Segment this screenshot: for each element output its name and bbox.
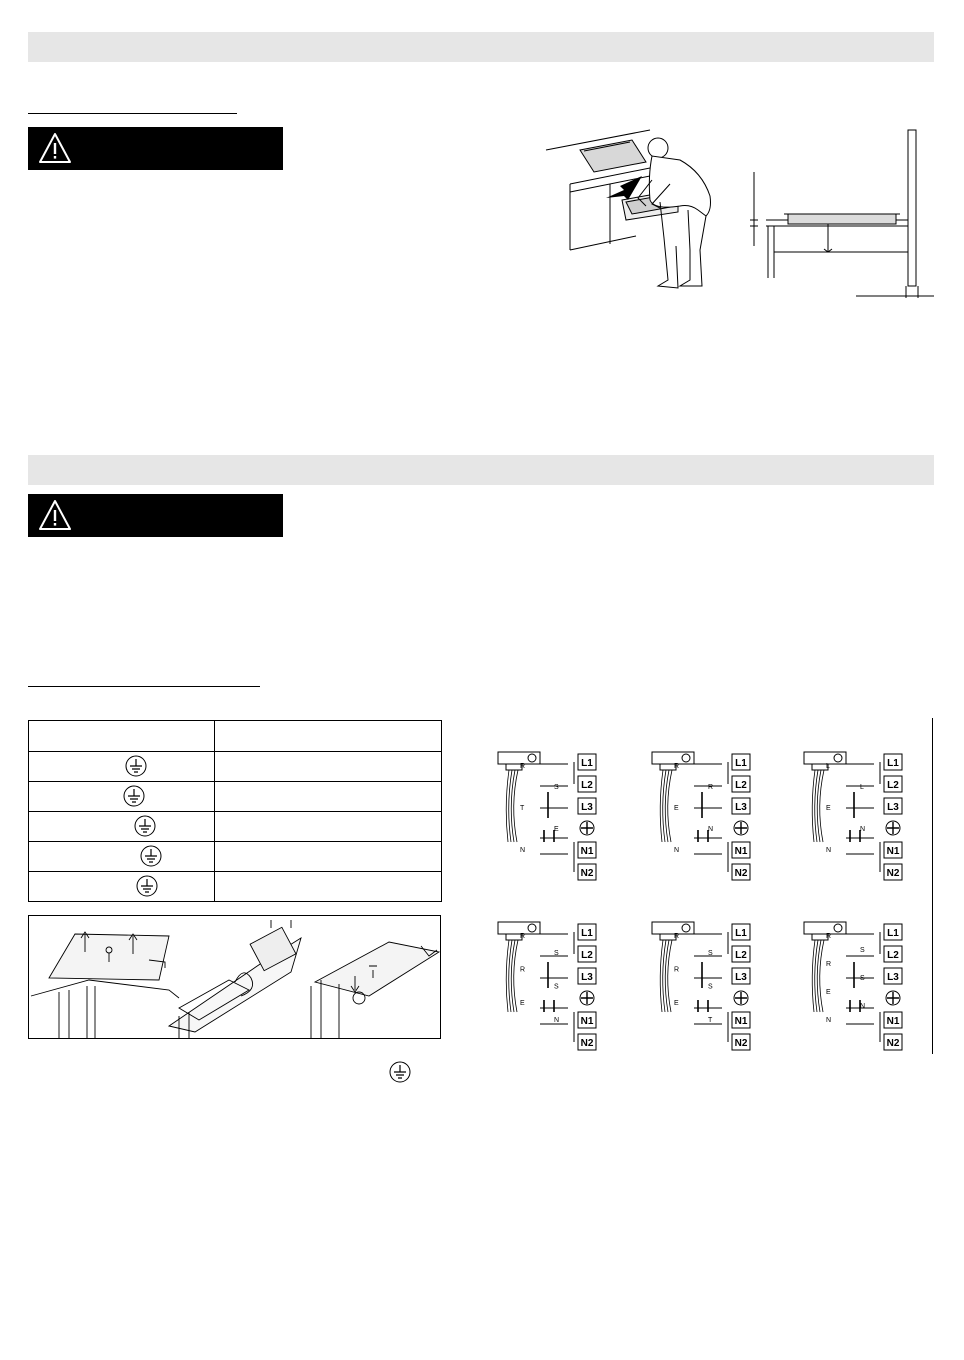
wiring-diagram bbox=[650, 916, 760, 1056]
wire bbox=[817, 940, 821, 1012]
table-cell bbox=[215, 752, 442, 782]
wire-label: E bbox=[674, 805, 679, 812]
wire bbox=[514, 770, 518, 842]
terminal-label: L3 bbox=[735, 802, 747, 813]
wire bbox=[511, 940, 515, 1012]
table-cell bbox=[215, 872, 442, 902]
warning-banner bbox=[28, 127, 283, 170]
wire bbox=[820, 770, 824, 842]
wire-label: S bbox=[860, 975, 865, 982]
subheading-underline bbox=[28, 686, 260, 687]
wire bbox=[668, 940, 672, 1012]
screw-icon bbox=[528, 754, 536, 762]
terminal-label: L1 bbox=[735, 758, 747, 769]
terminal-label: L1 bbox=[735, 928, 747, 939]
section-header-band-installation bbox=[28, 32, 934, 62]
screw-icon bbox=[682, 754, 690, 762]
table-row bbox=[29, 872, 442, 902]
warning-triangle-icon bbox=[37, 131, 73, 165]
terminal-label: N1 bbox=[580, 1016, 594, 1027]
wire bbox=[665, 940, 669, 1012]
wiring-diagram bbox=[650, 746, 760, 886]
wire-label: L bbox=[826, 763, 830, 770]
terminal-label: N1 bbox=[734, 846, 748, 857]
screw-icon bbox=[528, 924, 536, 932]
terminal-label: L2 bbox=[887, 780, 899, 791]
ground-icon bbox=[125, 755, 147, 777]
hob-installation-illustration bbox=[540, 126, 740, 302]
ground-icon bbox=[140, 845, 162, 867]
terminal-label: L3 bbox=[581, 972, 593, 983]
ground-icon bbox=[136, 875, 158, 897]
wire-label: E bbox=[826, 989, 831, 996]
wire-label: N bbox=[554, 1017, 560, 1024]
wire-label: S bbox=[554, 784, 559, 791]
wire-label: S bbox=[554, 983, 559, 991]
terminal-label: L2 bbox=[735, 950, 747, 961]
wire-label: T bbox=[520, 805, 525, 812]
terminal-label: L3 bbox=[581, 802, 593, 813]
wire-label: S bbox=[554, 949, 559, 957]
table-cell bbox=[29, 812, 215, 842]
ground-icon bbox=[123, 785, 145, 807]
wire-label: L bbox=[860, 784, 864, 791]
wiring-diagram bbox=[802, 746, 912, 886]
hob-cross-section-diagram bbox=[748, 126, 936, 302]
terminal-label: L3 bbox=[887, 972, 899, 983]
terminal-label: L2 bbox=[735, 780, 747, 791]
terminal-label: L1 bbox=[581, 758, 593, 769]
wiring-diagrams-grid bbox=[480, 740, 920, 1060]
terminal-label: L1 bbox=[887, 928, 899, 939]
screw-icon bbox=[682, 924, 690, 932]
table-cell bbox=[29, 842, 215, 872]
wire bbox=[817, 770, 821, 842]
wire-label: R bbox=[520, 763, 526, 770]
divider-line bbox=[544, 830, 554, 842]
wire-label: E bbox=[520, 1000, 525, 1008]
divider-line bbox=[698, 1000, 708, 1012]
terminal-block-illustration-box bbox=[28, 915, 441, 1039]
wire-label: S bbox=[708, 949, 713, 957]
wire bbox=[665, 770, 669, 842]
divider-line bbox=[850, 1000, 860, 1012]
subheading-underline bbox=[28, 113, 237, 114]
table-row bbox=[29, 752, 442, 782]
terminal-label: L3 bbox=[735, 972, 747, 983]
screw-icon bbox=[834, 754, 842, 762]
wire-label: T bbox=[708, 1017, 713, 1024]
terminal-cover-removal-illustration bbox=[29, 916, 440, 1038]
wiring-area-divider bbox=[932, 718, 933, 1054]
wire bbox=[668, 770, 672, 842]
table-cell bbox=[29, 782, 215, 812]
screw-icon bbox=[834, 924, 842, 932]
terminal-label: L2 bbox=[581, 950, 593, 961]
wire-label: E bbox=[674, 1000, 679, 1008]
connection-table bbox=[28, 720, 442, 902]
divider-line bbox=[544, 1000, 554, 1012]
warning-banner bbox=[28, 494, 283, 537]
ground-icon bbox=[389, 1061, 411, 1083]
wire-label: S bbox=[860, 947, 865, 954]
wiring-diagram bbox=[496, 916, 606, 1056]
terminal-label: N1 bbox=[734, 1016, 748, 1027]
wire-label: R bbox=[674, 933, 680, 940]
wire-label: R bbox=[708, 784, 714, 791]
table-row bbox=[29, 721, 442, 752]
wire-label: R bbox=[826, 961, 832, 968]
terminal-label: L1 bbox=[581, 928, 593, 939]
wiring-diagram bbox=[802, 916, 912, 1056]
wire-label: E bbox=[826, 805, 831, 812]
wire-label: S bbox=[708, 983, 713, 991]
table-row bbox=[29, 842, 442, 872]
wire bbox=[511, 770, 515, 842]
terminal-label: N2 bbox=[734, 1038, 748, 1049]
table-cell bbox=[29, 872, 215, 902]
divider-line bbox=[698, 830, 708, 842]
terminal-label: L2 bbox=[581, 780, 593, 791]
section-header-band-electrical bbox=[28, 455, 934, 485]
terminal-label: N2 bbox=[886, 868, 900, 879]
table-row bbox=[29, 782, 442, 812]
table-row bbox=[29, 812, 442, 842]
warning-triangle-icon bbox=[37, 498, 73, 532]
terminal-label: N1 bbox=[580, 846, 594, 857]
table-cell bbox=[29, 752, 215, 782]
table-cell bbox=[29, 721, 215, 752]
divider-line bbox=[850, 830, 860, 842]
table-cell bbox=[215, 721, 442, 752]
wire-label: N bbox=[860, 1003, 866, 1010]
table-cell bbox=[215, 812, 442, 842]
wire-label: N bbox=[860, 826, 866, 833]
terminal-label: N2 bbox=[886, 1038, 900, 1049]
wire-label: R bbox=[674, 763, 680, 770]
wire-label: N bbox=[826, 1017, 832, 1024]
wire-label: R bbox=[520, 933, 526, 940]
terminal-label: N2 bbox=[734, 868, 748, 879]
terminal-label: L1 bbox=[887, 758, 899, 769]
wire-label: R bbox=[520, 966, 526, 974]
wire bbox=[514, 940, 518, 1012]
wire bbox=[820, 940, 824, 1012]
wiring-diagram bbox=[496, 746, 606, 886]
wire-label: E bbox=[554, 826, 559, 833]
wire-label: R bbox=[826, 933, 832, 940]
table-cell bbox=[215, 782, 442, 812]
wire-label: N bbox=[826, 847, 832, 854]
table-cell bbox=[215, 842, 442, 872]
terminal-label: N1 bbox=[886, 846, 900, 857]
terminal-label: N2 bbox=[580, 868, 594, 879]
wire-label: R bbox=[674, 966, 680, 974]
wire-label: N bbox=[520, 847, 526, 854]
terminal-label: L2 bbox=[887, 950, 899, 961]
wire-label: N bbox=[674, 847, 680, 854]
terminal-label: N2 bbox=[580, 1038, 594, 1049]
wire-label: N bbox=[708, 826, 714, 833]
terminal-label: N1 bbox=[886, 1016, 900, 1027]
ground-icon bbox=[134, 815, 156, 837]
terminal-label: L3 bbox=[887, 802, 899, 813]
